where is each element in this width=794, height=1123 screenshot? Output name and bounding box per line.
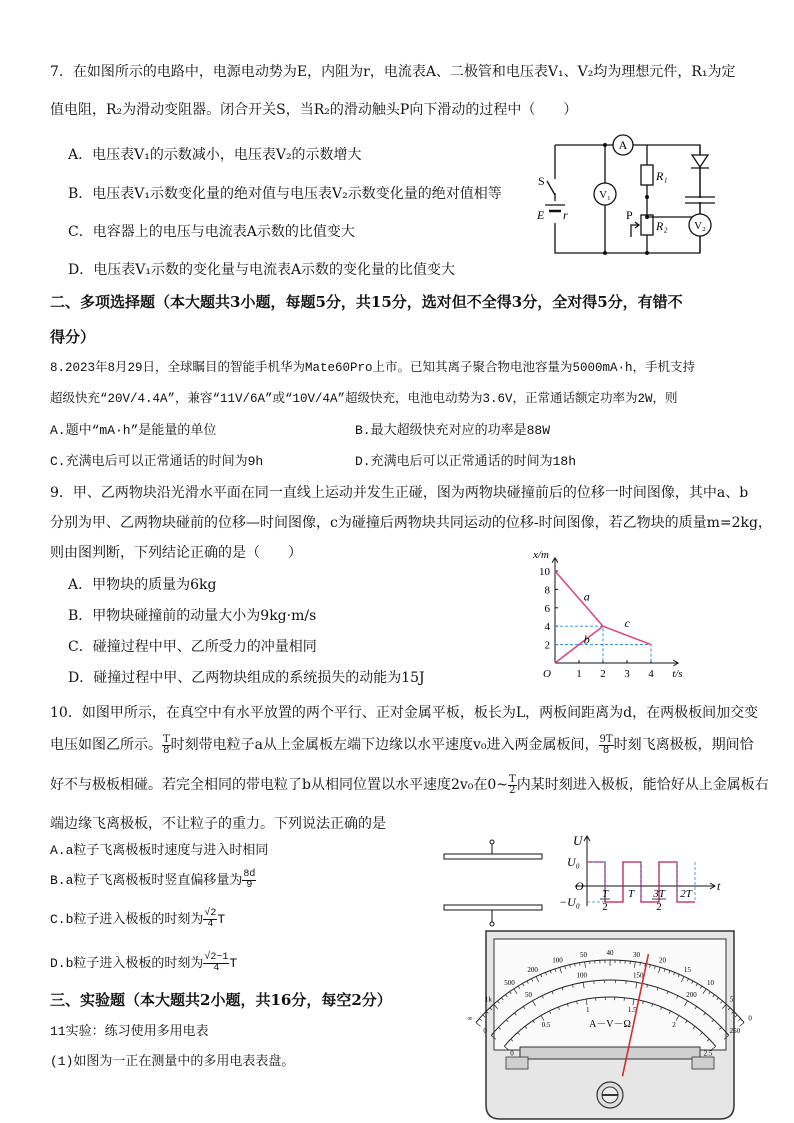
scale-label-ac: 0.5 [541, 1021, 551, 1030]
q10-option-a: A.a粒子飞离极板时速度与进入时相同 [50, 843, 269, 858]
q10-option-d: D.b粒子进入极板的时刻为 $\frac{√2-1}{4}$ T [50, 952, 238, 975]
scale-tick-ohm [479, 1019, 481, 1021]
x-tick-label: 3 [624, 668, 630, 680]
q10-s2c: 时刻飞离极板，期间恰 [613, 737, 754, 753]
frac-t-over-2: $\frac{T}{2}$ [509, 773, 516, 796]
q8-stem-line1: 8.2023年8月29日，全球瞩目的智能手机华为Mate60Pro上市。已知其离子聚合物电池容量为5000mA·h，手机支持 [50, 361, 696, 375]
scale-label-ohm: 200 [527, 966, 538, 975]
scale-label-dc: 50 [525, 990, 532, 999]
scale-label-ohm: 0 [748, 1014, 752, 1023]
scale-label-dc: 150 [633, 971, 644, 980]
ammeter-label: A [618, 138, 628, 152]
circuit-diagram [535, 137, 725, 262]
frac-t-over-8: $\frac{T}{8}$ [163, 733, 170, 756]
internal-r-label: r [563, 208, 568, 222]
scale-label-ohm: 30 [633, 950, 641, 959]
q10-s3a: 好不与极板相碰。若完全相同的带电粒了b从相同位置以水平速度2v₀在0~ [50, 777, 509, 793]
q9-option-b: B．甲物块碰撞前的动量大小为9kg·m/s [68, 608, 317, 624]
y-tick-label: 6 [544, 602, 550, 615]
tick-3t2-num: 3T [653, 888, 665, 900]
q9-option-d: D．碰撞过程中甲、乙两物块组成的系统损失的动能为15J [68, 670, 425, 686]
q9-stem-line3: 则由图判断，下列结论正确的是（ ） [50, 545, 302, 561]
scale-tick-ohm [735, 1015, 737, 1017]
q7-option-a: A．电压表V₁的示数减小，电压表V₂的示数增大 [68, 147, 362, 163]
q9-option-c: C．碰撞过程中甲、乙所受力的冲量相同 [68, 639, 317, 655]
tick-3t2-den: 2 [656, 901, 662, 913]
y-tick-label: 10 [539, 566, 550, 578]
scale-tick-ohm [739, 1023, 744, 1027]
frac-9t-over-8: $\frac{9T}{8}$ [599, 733, 613, 756]
slider-p-label: P [626, 208, 633, 222]
r2-label: R₂ [656, 219, 668, 233]
r1-label: R₁ [656, 169, 668, 183]
tick-t2-num: T [601, 888, 609, 900]
wave-neg-u0-label: −U₀ [559, 895, 580, 909]
y-tick-label: 4 [544, 621, 550, 634]
scale-label-ohm: 100 [552, 956, 563, 965]
tick-t2-den: 2 [602, 901, 608, 913]
scale-tick-ohm [476, 1023, 481, 1027]
q8-option-d: D.充满电后可以正常通话的时间为18h [355, 454, 577, 469]
wave-u-label: U [573, 833, 583, 848]
x-tick-label: 2 [600, 668, 606, 680]
q8-stem-line2: 超级快充“20V/4.4A”，兼容“11V/6A”或“10V/4A”超级快充，电池电动势为3.6V，正常通话额定功率为2W，则 [50, 392, 678, 406]
tick-t-label: T [627, 888, 635, 900]
q9-option-a: A．甲物块的质量为6kg [68, 577, 217, 593]
x-axis-label: t/s [672, 668, 683, 680]
x-tick-label: 4 [648, 668, 654, 680]
wave-u0-label: U₀ [567, 855, 580, 869]
scale-label-ac: 2 [672, 1021, 676, 1030]
q8-option-b: B.最大超级快充对应的功率是88W [355, 423, 551, 438]
scale-label-dc: 200 [686, 990, 697, 999]
q8-option-c: C.充满电后可以正常通话的时间为9h [50, 454, 264, 469]
voltmeter-v1-label: V₁ [599, 189, 611, 201]
scale-label-ohm: 1k [484, 995, 492, 1004]
q10-s2b: 时刻带电粒子a从上金属板左端下边缘以水平速度v₀进入两金属板间， [170, 737, 599, 753]
q10-stem-line2 [50, 733, 754, 757]
scale-label-ac: 2.5 [703, 1049, 713, 1058]
q11-line1: 11实验：练习使用多用电表 [50, 1024, 209, 1039]
series-label-a: a [583, 589, 590, 604]
scale-label-ohm: 10 [707, 979, 715, 988]
q11-line2: (1)如图为一正在测量中的多用电表表盘。 [50, 1054, 295, 1069]
multimeter-dial [467, 925, 752, 1120]
scale-label-ohm: 5 [729, 995, 734, 1004]
scale-label-dc: 250 [729, 1027, 741, 1036]
series-label-c: c [624, 616, 630, 631]
q8-option-a: A.题中“mA·h”是能量的单位 [50, 423, 217, 438]
section3-title: 三、实验题（本大题共2小题，共16分，每空2分） [50, 991, 392, 1009]
scale-label-ac: 1 [586, 1005, 590, 1014]
scale-tick-ohm [483, 1015, 485, 1017]
q10-s3b: 内某时刻进入极板，能恰好从上金属板右 [516, 777, 769, 793]
series-a [555, 571, 603, 626]
q10-stem-line1: 10．如图甲所示，在真空中有水平放置的两个平行、正对金属平板，板长为L，两板间距离为d，在两极板间加交变 [50, 705, 759, 721]
dial-label: A－V－Ω [589, 1019, 631, 1030]
section2-title-line1: 二、多项选择题（本大题共3小题，每题5分，共15分，选对但不全得3分，全对得5分，有错不 [50, 293, 683, 311]
scale-label-dc: 0 [483, 1027, 487, 1036]
scale-label-ohm: 15 [683, 966, 691, 975]
scale-label-ohm: 40 [606, 949, 614, 957]
y-axis-label: x/m [533, 548, 549, 561]
q10-stem-line3 [50, 773, 769, 797]
scale-tick-ohm [738, 1019, 740, 1021]
origin-label: O [543, 668, 551, 680]
y-tick-label: 8 [544, 584, 550, 597]
q7-option-c: C．电容器上的电压与电流表A示数的比值变大 [68, 224, 355, 240]
scale-label-ohm: 20 [658, 956, 666, 965]
scale-label-ohm: 500 [504, 979, 515, 988]
scale-label-ohm: 50 [579, 950, 587, 959]
series-label-b: b [583, 632, 590, 647]
scale-label-ac: 0 [510, 1049, 514, 1058]
tick-2t-label: 2T [680, 888, 692, 900]
q7-option-b: B．电压表V₁示数变化量的绝对值与电压表V₂示数变化量的绝对值相等 [68, 186, 502, 202]
xt-chart [525, 545, 685, 685]
q9-stem-line2: 分别为甲、乙两物块碰前的位移—时间图像，c为碰撞后两物块共同运动的位移-时间图像，若乙物块的质量m=2kg， [50, 515, 772, 531]
q9-stem-line1: 9．甲、乙两物块沿光滑水平面在同一直线上运动并发生正碰，图为两物块碰撞前后的位移一时间图像，其中a、b [50, 485, 749, 501]
y-tick-label: 2 [544, 639, 550, 652]
emf-label: E [537, 208, 545, 222]
q7-option-d: D．电压表V₁示数的变化量与电流表A示数的变化量的比值变大 [68, 262, 456, 278]
scale-label-ohm: ∞ [467, 1014, 473, 1023]
scale-label-dc: 100 [576, 971, 587, 980]
q10-option-c: C.b粒子进入极板的时刻为 $\frac{√2}{4}$ T [50, 908, 226, 931]
switch-label: S [538, 174, 545, 188]
q10-stem-line4: 端边缘飞离极板，不让粒子的重力。下列说法正确的是 [50, 816, 386, 832]
scale-label-ac: 1.5 [627, 1005, 637, 1014]
wave-origin-label: O [575, 879, 584, 893]
q7-stem-line1: 7．在如图所示的电路中，电源电动势为E，内阻为r，电流表A、二极管和电压表V₁、V₂均为理想元件，R₁为定 [50, 64, 736, 80]
x-tick-label: 1 [576, 668, 582, 680]
voltmeter-v2-label: V₂ [694, 220, 706, 232]
wave-t-label: t [717, 879, 721, 893]
q10-s2a: 电压如图乙所示。 [50, 737, 162, 753]
square-wave-figure [559, 833, 725, 914]
q10-option-b: B.a粒子飞离极板时竖直偏移量为 $\frac{8d}{9}$ [50, 869, 256, 892]
section2-title-line2: 得分） [50, 328, 96, 346]
q7-stem-line2: 值电阻，R₂为滑动变阻器。闭合开关S，当R₂的滑动触头P向下滑动的过程中（ ） [50, 102, 578, 118]
